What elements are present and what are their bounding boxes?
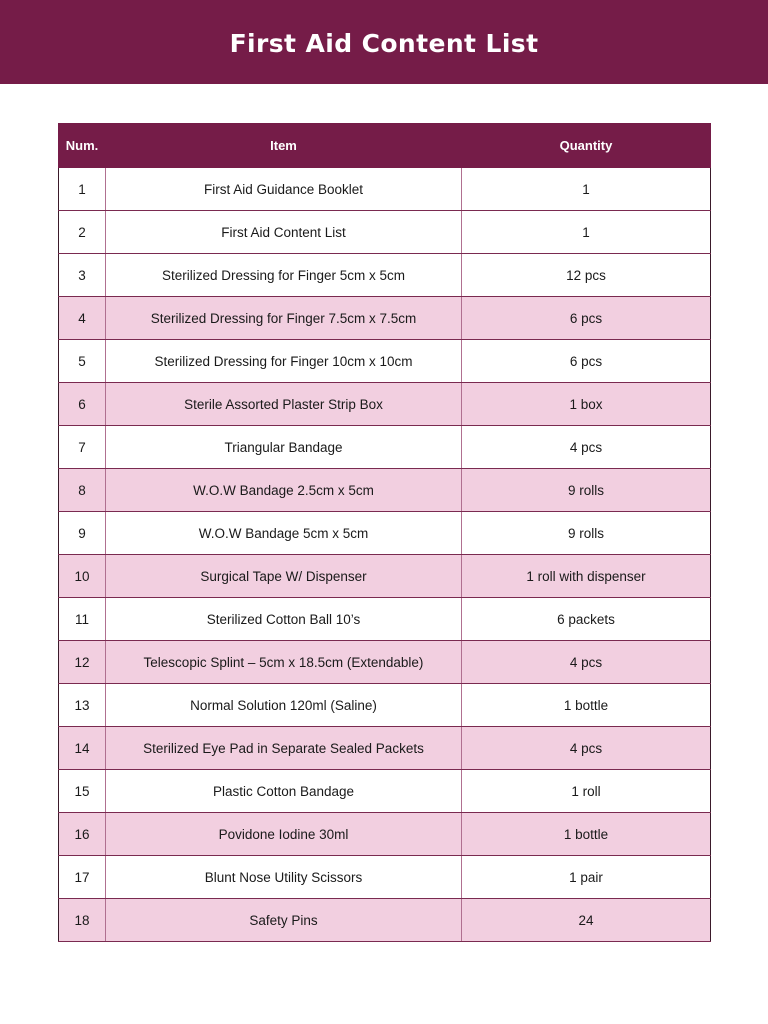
cell-num: 15 (59, 770, 106, 813)
cell-quantity: 4 pcs (462, 727, 711, 770)
cell-item: Povidone Iodine 30ml (106, 813, 462, 856)
table-row (59, 340, 711, 383)
cell-num: 8 (59, 469, 106, 512)
cell-item: Sterilized Dressing for Finger 10cm x 10cm (106, 340, 462, 383)
cell-quantity: 4 pcs (462, 426, 711, 469)
cell-num: 2 (59, 211, 106, 254)
cell-item: Plastic Cotton Bandage (106, 770, 462, 813)
cell-item: W.O.W Bandage 5cm x 5cm (106, 512, 462, 555)
column-header-item: Item (106, 124, 462, 168)
cell-item: Surgical Tape W/ Dispenser (106, 555, 462, 598)
cell-item: Sterilized Cotton Ball 10’s (106, 598, 462, 641)
cell-num: 6 (59, 383, 106, 426)
cell-quantity: 1 (462, 211, 711, 254)
cell-item: Telescopic Splint – 5cm x 18.5cm (Extendable) (106, 641, 462, 684)
table-row (59, 813, 711, 856)
page-title: First Aid Content List (229, 28, 539, 58)
cell-num: 16 (59, 813, 106, 856)
cell-num: 4 (59, 297, 106, 340)
column-header-quantity: Quantity (462, 124, 711, 168)
cell-num: 18 (59, 899, 106, 942)
title-banner (0, 0, 768, 84)
cell-num: 3 (59, 254, 106, 297)
cell-num: 13 (59, 684, 106, 727)
first-aid-table (58, 123, 711, 942)
cell-item: Normal Solution 120ml (Saline) (106, 684, 462, 727)
cell-item: First Aid Guidance Booklet (106, 168, 462, 211)
cell-quantity: 9 rolls (462, 512, 711, 555)
cell-num: 1 (59, 168, 106, 211)
cell-item: Sterilized Eye Pad in Separate Sealed Packets (106, 727, 462, 770)
cell-num: 9 (59, 512, 106, 555)
table-row (59, 770, 711, 813)
cell-quantity: 1 box (462, 383, 711, 426)
cell-quantity: 6 pcs (462, 340, 711, 383)
cell-num: 7 (59, 426, 106, 469)
cell-num: 12 (59, 641, 106, 684)
cell-quantity: 1 bottle (462, 813, 711, 856)
table-row (59, 297, 711, 340)
table-row (59, 426, 711, 469)
table-row (59, 469, 711, 512)
cell-item: Sterile Assorted Plaster Strip Box (106, 383, 462, 426)
cell-num: 10 (59, 555, 106, 598)
table-row (59, 684, 711, 727)
cell-quantity: 1 roll (462, 770, 711, 813)
cell-quantity: 1 bottle (462, 684, 711, 727)
cell-quantity: 24 (462, 899, 711, 942)
cell-num: 5 (59, 340, 106, 383)
table-row (59, 555, 711, 598)
table-row (59, 211, 711, 254)
cell-num: 11 (59, 598, 106, 641)
cell-num: 14 (59, 727, 106, 770)
cell-quantity: 1 roll with dispenser (462, 555, 711, 598)
table-header-row (59, 124, 711, 168)
cell-item: Safety Pins (106, 899, 462, 942)
table-row (59, 512, 711, 555)
table-row (59, 727, 711, 770)
cell-quantity: 1 (462, 168, 711, 211)
table-row (59, 598, 711, 641)
cell-quantity: 4 pcs (462, 641, 711, 684)
cell-item: Triangular Bandage (106, 426, 462, 469)
table-row (59, 856, 711, 899)
cell-quantity: 9 rolls (462, 469, 711, 512)
cell-quantity: 6 pcs (462, 297, 711, 340)
table-row (59, 899, 711, 942)
cell-item: Blunt Nose Utility Scissors (106, 856, 462, 899)
cell-item: Sterilized Dressing for Finger 5cm x 5cm (106, 254, 462, 297)
cell-quantity: 6 packets (462, 598, 711, 641)
cell-item: W.O.W Bandage 2.5cm x 5cm (106, 469, 462, 512)
table-row (59, 254, 711, 297)
cell-num: 17 (59, 856, 106, 899)
cell-item: Sterilized Dressing for Finger 7.5cm x 7.5cm (106, 297, 462, 340)
table-row (59, 641, 711, 684)
cell-item: First Aid Content List (106, 211, 462, 254)
cell-quantity: 1 pair (462, 856, 711, 899)
table-body (59, 168, 711, 942)
column-header-num: Num. (59, 124, 106, 168)
table-row (59, 168, 711, 211)
cell-quantity: 12 pcs (462, 254, 711, 297)
table-row (59, 383, 711, 426)
